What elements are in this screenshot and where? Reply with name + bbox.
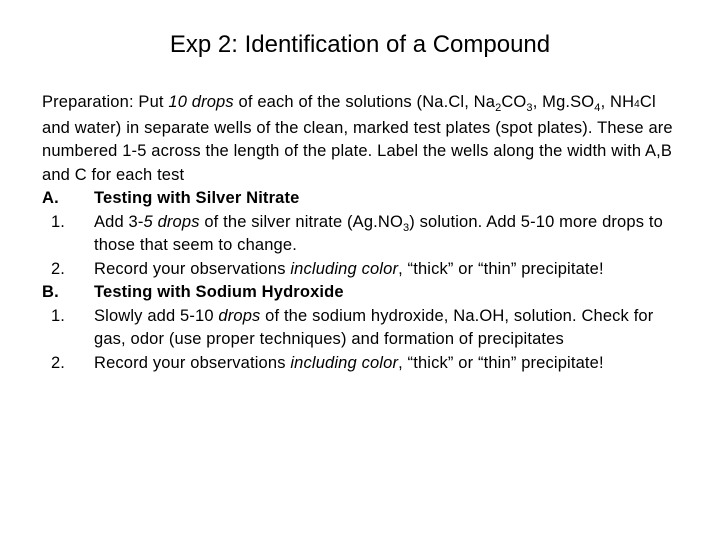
prep-text-4: , Mg.SO xyxy=(532,93,595,111)
item-number: 1. xyxy=(50,306,65,325)
item-text-part: Record your observations xyxy=(94,353,291,372)
section-a-title: Testing with Silver Nitrate xyxy=(94,189,300,207)
section-b-heading xyxy=(42,281,682,305)
prep-sub-3: 3 xyxy=(526,102,533,114)
preparation-paragraph xyxy=(42,91,682,187)
item-italic: drops xyxy=(218,306,261,325)
prep-text-1: Preparation: Put xyxy=(42,93,169,111)
section-a-item-1 xyxy=(42,211,682,258)
item-text-part: ) solution. Add 5-10 more drops to those that seem to change. xyxy=(94,212,663,254)
section-b-letter: B. xyxy=(42,283,59,301)
item-text xyxy=(94,258,682,282)
item-text-part: Slowly add 5-10 xyxy=(94,306,219,325)
section-a-heading xyxy=(42,187,682,211)
item-number: 2. xyxy=(50,259,65,278)
slide-body xyxy=(42,91,682,375)
item-italic: 5 drops xyxy=(143,212,200,231)
slide-title: Exp 2: Identification of a Compound xyxy=(169,31,551,58)
item-italic: including color xyxy=(290,353,399,372)
item-text xyxy=(94,352,682,376)
item-text-part: of the sodium hydroxide, Na.OH, solution. Check for gas, odor (use proper techniques) and formation of precipitates xyxy=(94,306,654,348)
item-number: 2. xyxy=(50,353,65,372)
prep-text-5: , NH xyxy=(600,93,635,111)
prep-text-6: Cl and water) in separate wells of the clean, marked test plates (spot plates). These are numbered 1-5 across the length of the plate. Label the wells along the width with A,B and C for each test xyxy=(42,93,673,184)
item-text-part: Record your observations xyxy=(94,259,291,278)
item-text-part: Add 3- xyxy=(94,212,144,231)
item-text xyxy=(94,305,682,352)
prep-sub-4: 4 xyxy=(594,102,601,114)
item-number: 1. xyxy=(50,212,65,231)
item-text-part: , “thick” or “thin” precipitate! xyxy=(398,353,604,372)
prep-text-3: CO xyxy=(501,93,527,111)
item-text-part: , “thick” or “thin” precipitate! xyxy=(398,259,604,278)
prep-italic-drops: 10 drops xyxy=(168,93,234,111)
item-subscript: 3 xyxy=(402,221,410,234)
section-a-letter: A. xyxy=(42,189,59,207)
item-italic: including color xyxy=(290,259,399,278)
item-text xyxy=(94,211,682,258)
prep-small-4: 4 xyxy=(634,99,640,110)
prep-sub-2: 2 xyxy=(495,102,502,114)
section-b-item-1 xyxy=(42,305,682,352)
section-b-item-2 xyxy=(42,352,682,376)
section-a-item-2 xyxy=(42,258,682,282)
prep-text-2: of each of the solutions (Na.Cl, Na xyxy=(233,93,496,111)
item-text-part: of the silver nitrate (Ag.NO xyxy=(199,212,403,231)
section-b-title: Testing with Sodium Hydroxide xyxy=(94,283,344,301)
